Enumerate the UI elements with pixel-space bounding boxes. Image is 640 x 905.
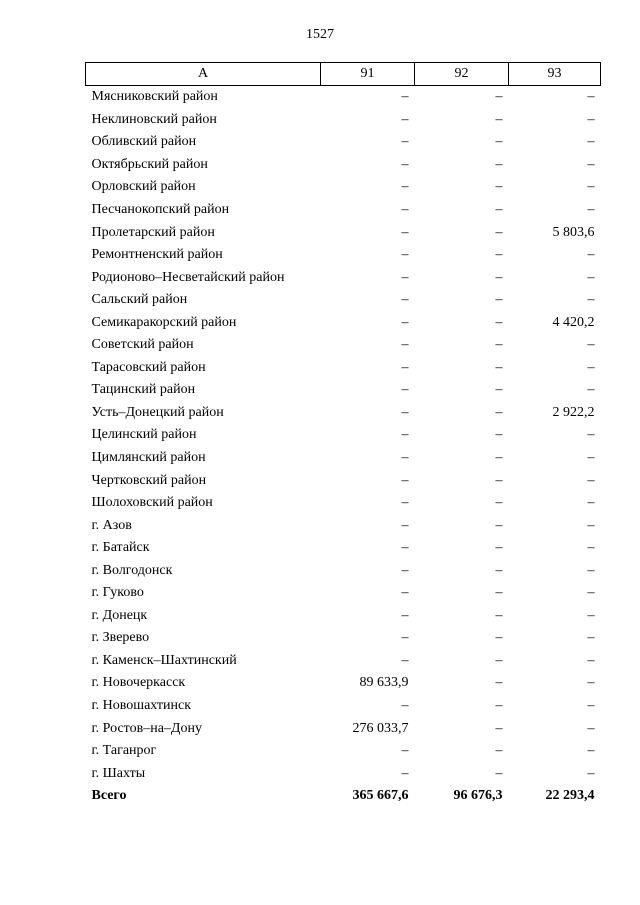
page-number: 1527 [306, 27, 334, 42]
row-value-91: – [401, 404, 409, 420]
row-value-92: – [495, 517, 503, 533]
row-value-92: – [495, 540, 503, 556]
row-value-93: – [587, 540, 595, 556]
table-body [86, 86, 601, 808]
row-value-91: – [401, 269, 409, 285]
total-label: Всего [91, 788, 127, 804]
row-label: г. Таганрог [91, 743, 157, 759]
row-value-92: – [495, 292, 503, 308]
row-value-92: – [495, 404, 503, 420]
row-label: Тарасовский район [91, 359, 206, 375]
row-value-91: – [401, 743, 409, 759]
row-label: Обливский район [91, 134, 197, 150]
total-value-92: 96 676,3 [453, 788, 503, 804]
table-row [86, 221, 601, 244]
row-value-91: – [401, 630, 409, 646]
table-row [86, 109, 601, 132]
table-row [86, 289, 601, 312]
row-value-92: – [495, 698, 503, 714]
row-value-91: – [401, 382, 409, 398]
row-value-92: – [495, 337, 503, 353]
table-row [86, 627, 601, 650]
table-row [86, 176, 601, 199]
row-value-93: – [587, 765, 595, 781]
table-row [86, 357, 601, 380]
table-row [86, 424, 601, 447]
row-value-93: – [587, 585, 595, 601]
row-value-93: – [587, 698, 595, 714]
header-row [86, 63, 601, 86]
row-value-91: – [401, 359, 409, 375]
table-row [86, 605, 601, 628]
table-row [86, 86, 601, 109]
data-table [85, 62, 601, 808]
row-value-92: – [495, 359, 503, 375]
table-row [86, 537, 601, 560]
row-value-92: – [495, 652, 503, 668]
row-label: Родионово–Несветайский район [91, 269, 285, 285]
row-value-92: – [495, 765, 503, 781]
row-value-92: – [495, 427, 503, 443]
row-value-91: – [401, 292, 409, 308]
row-label: г. Ростов–на–Дону [91, 720, 202, 736]
row-value-92: – [495, 202, 503, 217]
table-row [86, 492, 601, 515]
row-value-93: 4 420,2 [552, 314, 595, 330]
row-value-93: – [587, 450, 595, 466]
row-label: Октябрьский район [91, 156, 208, 172]
row-value-92: – [495, 720, 503, 736]
row-value-92: – [495, 156, 503, 172]
row-value-91: – [401, 652, 409, 668]
row-label: Ремонтненский район [91, 247, 223, 263]
row-value-93: – [587, 292, 595, 308]
row-value-93: 5 803,6 [552, 224, 595, 240]
row-label: Орловский район [91, 179, 196, 195]
row-value-91: – [401, 314, 409, 330]
table-row [86, 266, 601, 289]
row-value-91: – [401, 450, 409, 466]
table-row [86, 717, 601, 740]
row-label: г. Новочеркасск [91, 675, 186, 691]
row-value-92: – [495, 89, 503, 105]
table-row [86, 469, 601, 492]
total-value-93: 22 293,4 [545, 788, 595, 804]
header-cell-92: 92 [415, 63, 509, 86]
row-value-91: – [401, 698, 409, 714]
table-header [86, 63, 601, 86]
row-label: Чертковский район [91, 472, 207, 488]
row-value-92: – [495, 630, 503, 646]
row-value-91: – [401, 202, 409, 217]
table-row [86, 740, 601, 763]
row-value-92: – [495, 675, 503, 691]
row-value-91: – [401, 337, 409, 353]
row-value-92: – [495, 472, 503, 488]
total-value-91: 365 667,6 [352, 788, 409, 804]
row-value-93: – [587, 179, 595, 195]
row-value-93: – [587, 269, 595, 285]
row-value-91: – [401, 540, 409, 556]
row-value-93: – [587, 607, 595, 623]
row-value-91: – [401, 111, 409, 127]
row-value-93: – [587, 652, 595, 668]
table-row [86, 131, 601, 154]
row-label: г. Каменск–Шахтинский [91, 652, 237, 668]
row-value-93: – [587, 427, 595, 443]
table-row [86, 695, 601, 718]
row-label: г. Азов [91, 517, 132, 533]
row-label: Семикаракорский район [91, 314, 237, 330]
row-value-91: – [401, 765, 409, 781]
row-value-92: – [495, 269, 503, 285]
row-value-91: 276 033,7 [352, 720, 409, 736]
row-value-93: – [587, 382, 595, 398]
row-value-91: – [401, 607, 409, 623]
row-label: Шолоховский район [91, 495, 213, 511]
header-cell-a: А [86, 63, 321, 86]
row-label: Советский район [91, 337, 194, 353]
row-value-91: – [401, 156, 409, 172]
row-value-91: – [401, 472, 409, 488]
row-value-93: – [587, 720, 595, 736]
row-value-91: – [401, 224, 409, 240]
table-row [86, 199, 601, 222]
table-row [86, 244, 601, 267]
row-value-93: – [587, 630, 595, 646]
total-row [86, 785, 601, 808]
row-value-92: – [495, 111, 503, 127]
row-label: г. Донецк [91, 607, 148, 623]
table-row [86, 379, 601, 402]
row-value-91: – [401, 495, 409, 511]
row-label: Песчанокопский район [91, 202, 230, 217]
row-label: г. Зверево [91, 630, 150, 646]
row-value-91: – [401, 427, 409, 443]
row-value-92: – [495, 314, 503, 330]
row-value-93: – [587, 337, 595, 353]
row-value-93: 2 922,2 [552, 404, 595, 420]
row-value-91: – [401, 179, 409, 195]
row-value-93: – [587, 359, 595, 375]
row-value-93: – [587, 111, 595, 127]
table-row [86, 402, 601, 425]
row-value-92: – [495, 585, 503, 601]
row-value-93: – [587, 675, 595, 691]
row-label: г. Шахты [91, 765, 146, 781]
row-value-92: – [495, 179, 503, 195]
table-row [86, 447, 601, 470]
table-row [86, 334, 601, 357]
table-row [86, 672, 601, 695]
row-label: Пролетарский район [91, 224, 215, 240]
row-value-92: – [495, 247, 503, 263]
row-value-92: – [495, 562, 503, 578]
row-label: г. Гуково [91, 585, 144, 601]
table-row [86, 650, 601, 673]
row-label: Мясниковский район [91, 89, 218, 105]
row-value-93: – [587, 156, 595, 172]
row-value-92: – [495, 743, 503, 759]
row-value-92: – [495, 607, 503, 623]
row-value-93: – [587, 743, 595, 759]
row-value-91: – [401, 585, 409, 601]
row-label: Неклиновский район [91, 111, 217, 127]
row-value-92: – [495, 224, 503, 240]
table-row [86, 559, 601, 582]
row-value-93: – [587, 495, 595, 511]
row-label: Цимлянский район [91, 450, 206, 466]
row-value-93: – [587, 472, 595, 488]
row-value-93: – [587, 134, 595, 150]
row-value-92: – [495, 382, 503, 398]
header-cell-91: 91 [321, 63, 415, 86]
row-value-93: – [587, 202, 595, 217]
row-value-93: – [587, 562, 595, 578]
table-row [86, 154, 601, 177]
row-value-93: – [587, 247, 595, 263]
row-label: Сальский район [91, 292, 188, 308]
row-value-91: – [401, 89, 409, 105]
row-label: г. Новошахтинск [91, 698, 192, 714]
header-cell-93: 93 [509, 63, 601, 86]
table-row [86, 514, 601, 537]
table-row [86, 311, 601, 334]
row-label: г. Волгодонск [91, 562, 173, 578]
row-value-92: – [495, 450, 503, 466]
row-value-92: – [495, 134, 503, 150]
row-value-93: – [587, 517, 595, 533]
row-value-91: – [401, 247, 409, 263]
row-label: Тацинский район [91, 382, 196, 398]
row-value-91: – [401, 562, 409, 578]
row-label: Целинский район [91, 427, 197, 443]
row-value-93: – [587, 89, 595, 105]
row-value-91: 89 633,9 [359, 675, 409, 691]
row-value-92: – [495, 495, 503, 511]
row-label: г. Батайск [91, 540, 150, 556]
row-label: Усть–Донецкий район [91, 404, 224, 420]
table-row [86, 582, 601, 605]
row-value-91: – [401, 134, 409, 150]
row-value-91: – [401, 517, 409, 533]
table-row [86, 762, 601, 785]
